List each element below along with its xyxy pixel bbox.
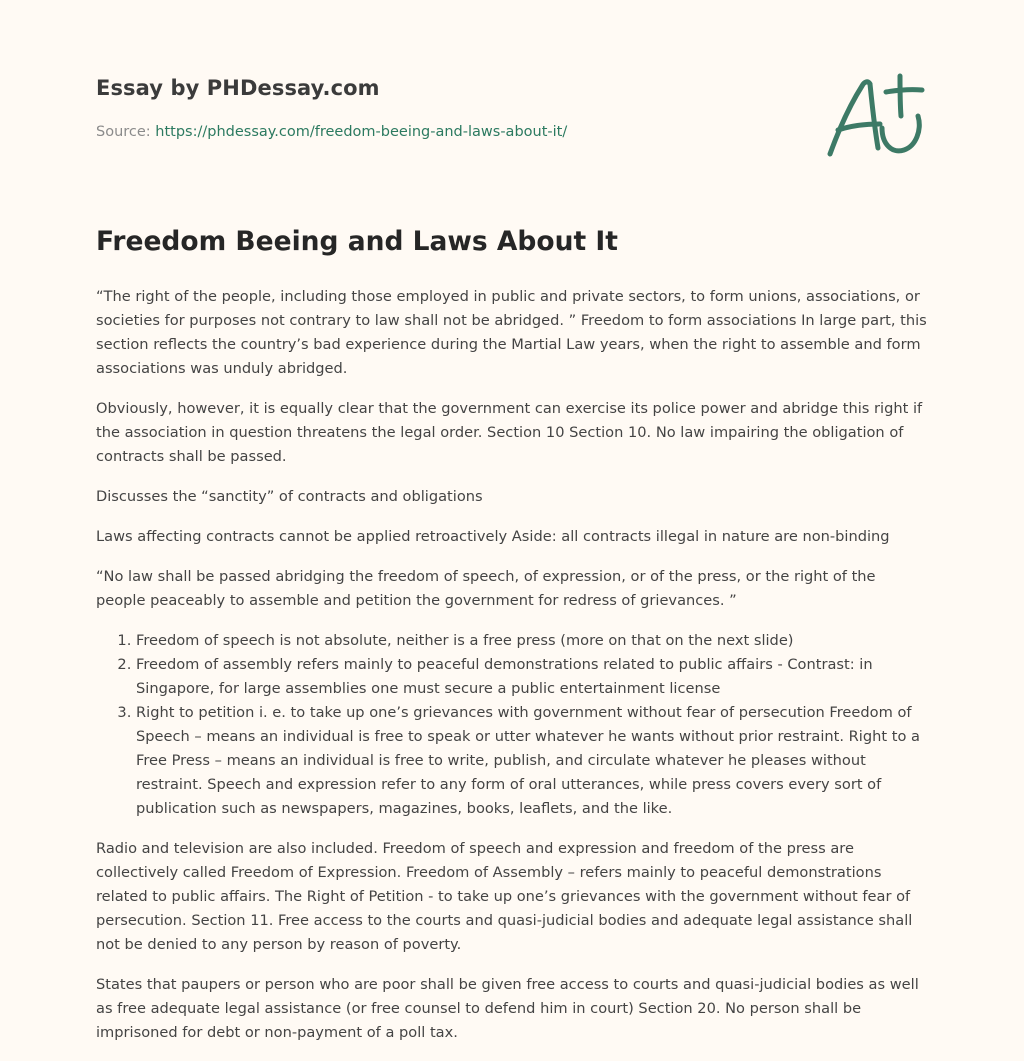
paragraph: Obviously, however, it is equally clear that the government can exercise its police power and abridge this right if the association in question threatens the legal order. Section 10 Section 10. No law impairing the obligation of contracts shall be passed. [96,400,923,465]
list-item: 2. Freedom of assembly refers mainly to peaceful demonstrations related to public affairs - Contrast: in Singapore, for large assemblies one must secure a public entertainment license [136,653,928,701]
list-item: 3. Right to petition i. e. to take up one’s grievances with government without fear of persecution Freedom of Speech – means an individual is free to speak or utter whatever he wants without prior restraint. Right to a Free Press – means an individual is free to write, publish, and circulate whatever he pleases without restraint. Speech and expression refer to any form of oral utterances, while press covers every sort of publication such as newspapers, magazines, books, leaflets, and the like. [136,701,928,821]
paragraph: “The right of the people, including those employed in public and private sectors, to form unions, associations, or societies for purposes not contrary to law shall not be abridged. ” Freedom to form associations In large part, this section reflects the country’s bad experience during the Martial Law years, when the right to assemble and form associations was unduly abridged. [96,288,927,377]
source-line [96,124,567,140]
numbered-list [96,629,928,821]
paragraph: States that paupers or person who are poor shall be given free access to courts and quasi-judicial bodies as well as free adequate legal assistance (or free counsel to defend him in court) Section 20. No person shall be imprisoned for debt or non-payment of a poll tax. [96,976,919,1041]
header [96,76,928,196]
site-title: Essay by PHDessay.com [96,76,380,100]
list-item: 1. Freedom of speech is not absolute, neither is a free press (more on that on the next slide) [136,629,928,653]
paragraph: “No law shall be passed abridging the freedom of speech, of expression, or of the press, or the right of the people peaceably to assemble and petition the government for redress of grievances. ” [96,568,876,609]
a-plus-logo-icon [824,68,928,164]
essay-body [96,285,928,1061]
source-link[interactable]: https://phdessay.com/freedom-beeing-and-laws-about-it/ [155,124,568,140]
source-label: Source: [96,124,156,140]
paragraph: Radio and television are also included. Freedom of speech and expression and freedom of the press are collectively called Freedom of Expression. Freedom of Assembly – refers mainly to peaceful demonstrations related to public affairs. The Right of Petition - to take up one’s grievances with the government without fear of persecution. Section 11. Free access to the courts and quasi-judicial bodies and adequate legal assistance shall not be denied to any person by reason of poverty. [96,840,913,953]
paragraph: Discusses the “sanctity” of contracts and obligations [96,488,483,505]
essay-title: Freedom Beeing and Laws About It [96,226,618,257]
paragraph: Laws affecting contracts cannot be applied retroactively Aside: all contracts illegal in nature are non-binding [96,528,890,545]
